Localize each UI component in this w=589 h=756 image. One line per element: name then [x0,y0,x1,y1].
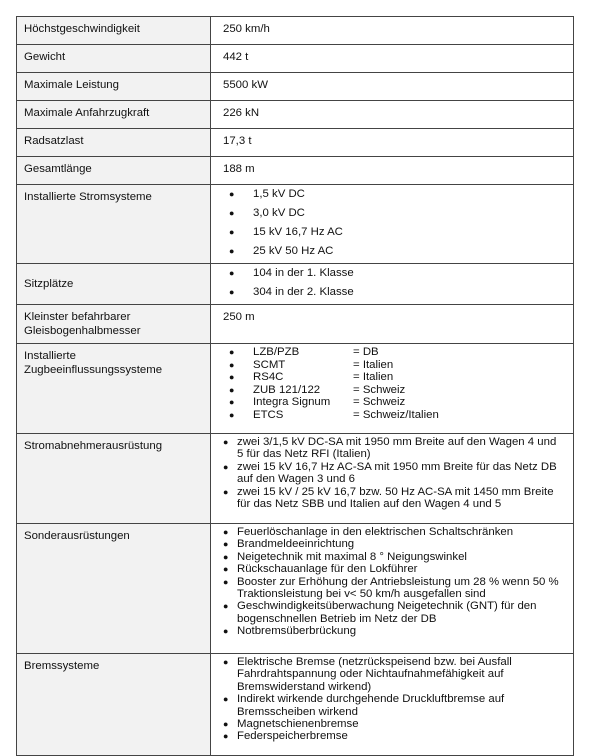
list-item [211,718,565,730]
specification-table [16,16,574,756]
spec-row-radsatzlast [17,129,574,157]
spec-value: 250 km/h [211,17,574,45]
list-item [227,244,573,258]
bullet-icon: ● [229,227,235,237]
list-item-text: zwei 15 kV / 25 kV 16,7 bzw. 50 Hz AC-SA mit 1450 mm Breite für das Netz SBB und Italien auf den Wagen 4 und 5 [237,485,554,511]
spec-value: 250 m [211,305,574,344]
spec-label: Gewicht [17,45,211,73]
bullet-icon: ● [223,576,229,587]
bullet-icon: ● [223,539,229,550]
spec-label: Radsatzlast [17,129,211,157]
list-item-text: 104 in der 1. Klasse [253,267,354,279]
system-name: LZB/PZB [253,346,300,358]
list-item-text: Brandmeldeeinrichtung [237,538,355,551]
spec-label: Maximale Anfahrzugkraft [17,101,211,129]
spec-value: 442 t [211,45,574,73]
list-item [227,359,573,372]
stromabnehmer-list [211,436,573,510]
list-item-text: Notbremsüberbrückung [237,625,357,638]
spec-row-stromsysteme [17,185,574,264]
spec-row-gesamtlaenge [17,157,574,185]
spec-label: Sonderausrüstungen [17,524,211,654]
bullet-icon: ● [229,372,235,383]
bullet-icon: ● [223,527,229,537]
list-item [227,206,573,220]
spec-row-stromabnehmer [17,434,574,524]
list-item-text: Feuerlöschanlage in den elektrischen Schaltschränken [237,526,514,538]
spec-value: 226 kN [211,101,574,129]
sitzplaetze-list [211,266,573,299]
list-item [227,266,573,280]
system-name: ETCS [253,408,284,421]
spec-label: Installierte Stromsysteme [17,185,211,264]
system-name: SCMT [253,358,286,371]
list-item-text: 25 kV 50 Hz AC [253,245,334,257]
list-item [227,187,573,201]
list-item [211,625,565,637]
list-item [211,730,565,742]
spec-value [211,524,574,654]
spec-label: Bremssysteme [17,654,211,756]
spec-row-maximale-leistung [17,73,574,101]
system-name: Integra Signum [253,396,331,409]
system-country: = Italien [353,371,394,384]
list-item [211,693,565,718]
bullet-icon: ● [223,731,229,742]
list-item-text: 15 kV 16,7 Hz AC [253,226,343,238]
list-item [227,225,573,239]
list-item [211,656,565,693]
list-item [211,486,565,511]
list-item [227,396,573,409]
list-item-text: zwei 15 kV 16,7 Hz AC-SA mit 1950 mm Breite für das Netz DB auf den Wagen 3 und 6 [237,460,557,486]
system-country: = DB [353,346,379,358]
bullet-icon: ● [229,409,235,420]
stromsysteme-list [211,187,573,258]
spec-value: 188 m [211,157,574,185]
list-item [211,563,565,575]
spec-label: Installierte Zugbeeinflussungssysteme [17,344,211,434]
list-item [211,600,565,625]
system-country: = Schweiz [353,383,406,396]
list-item [227,409,573,422]
list-item-text: Rückschauanlage für den Lokführer [237,563,418,576]
spec-label: Gesamtlänge [17,157,211,185]
system-name: RS4C [253,371,284,384]
bullet-icon: ● [223,551,229,562]
system-name: ZUB 121/122 [253,383,321,396]
spec-label: Kleinster befahrbarer Gleisbogenhalbmesser [17,305,211,344]
list-item [211,436,565,461]
spec-row-anfahrzugkraft [17,101,574,129]
bullet-icon: ● [229,189,235,199]
list-item [211,538,565,550]
list-item-text: Geschwindigkeitsüberwachung Neigetechnik (GNT) für den bogenschnellen Betrieb im Netz der DB [237,600,537,625]
spec-row-gewicht [17,45,574,73]
spec-row-sitzplaetze [17,264,574,305]
bullet-icon: ● [229,208,235,218]
bullet-icon: ● [229,268,235,278]
spec-label: Höchstgeschwindigkeit [17,17,211,45]
list-item-text: Booster zur Erhöhung der Antriebsleistung um 28 % wenn 50 % Traktionsleistung bei v< 50 km/h ausgefallen sind [237,575,559,601]
spec-value [211,654,574,756]
list-item-text: Federspeicherbremse [237,730,348,743]
list-item-text: Indirekt wirkende durchgehende Druckluftbremse auf Bremsscheiben wirkend [237,693,505,718]
spec-row-sonderausruestungen [17,524,574,654]
bullet-icon: ● [223,694,229,705]
bullet-icon: ● [229,347,235,357]
spec-label [17,264,211,305]
spec-label-text: Sitzplätze [24,278,74,290]
list-item [227,285,573,299]
bullet-icon: ● [223,657,229,667]
spec-label: Stromabnehmerausrüstung [17,434,211,524]
bullet-icon: ● [223,626,229,637]
sonderausruestungen-list [211,526,573,638]
bullet-icon: ● [223,486,229,497]
list-item [227,371,573,384]
spec-value [211,434,574,524]
system-country: = Schweiz/Italien [353,408,439,421]
bullet-icon: ● [223,601,229,612]
bullet-icon: ● [223,564,229,575]
bullet-icon: ● [229,359,235,370]
bullet-icon: ● [229,287,235,297]
bullet-icon: ● [229,384,235,395]
spec-row-bremssysteme [17,654,574,756]
bullet-icon: ● [229,246,235,256]
spec-value: 17,3 t [211,129,574,157]
list-item-text: 1,5 kV DC [253,188,305,200]
spec-value [211,185,574,264]
list-item-text: Magnetschienenbremse [237,718,359,731]
system-country: = Italien [353,358,394,371]
spec-row-zugbeeinflussung [17,344,574,434]
bullet-icon: ● [223,461,229,472]
list-item [211,551,565,563]
spec-value: 5500 kW [211,73,574,101]
list-item [227,346,573,359]
list-item-text: 3,0 kV DC [253,207,305,219]
list-item-text: zwei 3/1,5 kV DC-SA mit 1950 mm Breite auf den Wagen 4 und 5 für das Netz RFI (Italien) [237,436,557,461]
spec-label: Maximale Leistung [17,73,211,101]
list-item [211,576,565,601]
spec-row-gleisbogenhalbmesser [17,305,574,344]
list-item-text: Neigetechnik mit maximal 8 ° Neigungswinkel [237,550,467,563]
system-country: = Schweiz [353,396,406,409]
spec-value [211,264,574,305]
bullet-icon: ● [223,437,229,447]
list-item [211,526,565,538]
zugbeeinflussung-list [211,346,573,422]
list-item-text: 304 in der 2. Klasse [253,286,354,298]
bullet-icon: ● [229,397,235,408]
list-item-text: Elektrische Bremse (netzrückspeisend bzw. bei Ausfall Fahrdrahtspannung oder Nichtaufnahmefähigkeit auf Bremswiderstand wirkend) [237,656,512,693]
spec-value [211,344,574,434]
list-item [211,461,565,486]
spec-row-hoechstgeschwindigkeit [17,17,574,45]
bullet-icon: ● [223,719,229,730]
list-item [227,384,573,397]
bremssysteme-list [211,656,573,743]
